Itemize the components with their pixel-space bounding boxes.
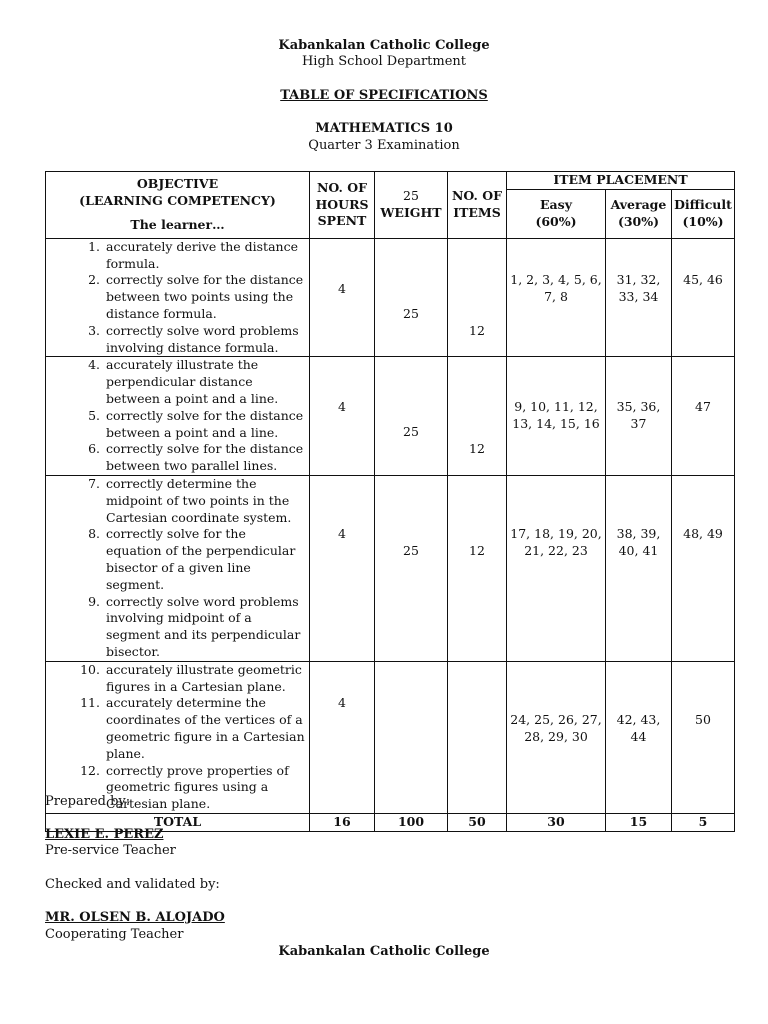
list-item: 6. correctly solve for the distance between two parallel lines. xyxy=(88,441,304,474)
weight-cell xyxy=(375,661,448,813)
objective-cell xyxy=(46,475,310,661)
hours-cell: 4 xyxy=(310,475,375,661)
list-item: 1. accurately derive the distance formula. xyxy=(88,238,298,271)
preparer-role: Pre-service Teacher xyxy=(45,843,176,858)
difficult-cell: 50 xyxy=(672,661,735,813)
objective-header: OBJECTIVE (LEARNING COMPETENCY) The learner… xyxy=(46,172,310,239)
department-name: High School Department xyxy=(301,54,467,69)
checker-name: MR. OLSEN B. ALOJADO xyxy=(45,910,225,925)
total-hours: 16 xyxy=(310,813,375,831)
objective-cell xyxy=(46,238,310,357)
items-header: NO. OF ITEMS xyxy=(448,172,507,239)
total-weight: 100 xyxy=(375,813,448,831)
difficult-cell: 45, 46 xyxy=(672,238,735,357)
list-item: 12. correctly prove properties of geometric figures using a Cartesian plane. xyxy=(80,762,289,812)
average-header: Average (30%) xyxy=(606,189,672,238)
average-cell: 42, 43, 44 xyxy=(606,661,672,813)
easy-cell: 17, 18, 19, 20, 21, 22, 23 xyxy=(507,475,606,661)
footer-school-name: Kabankalan Catholic College xyxy=(278,944,490,959)
hours-cell: 4 xyxy=(310,357,375,476)
items-cell: 12 xyxy=(448,357,507,476)
total-average: 15 xyxy=(606,813,672,831)
list-item: 10. accurately illustrate geometric figures in a Cartesian plane. xyxy=(80,661,302,694)
checked-by-label: Checked and validated by: xyxy=(45,877,220,892)
specifications-table xyxy=(45,171,735,832)
weight-cell: 25 xyxy=(375,357,448,476)
easy-cell: 9, 10, 11, 12, 13, 14, 15, 16 xyxy=(507,357,606,476)
list-item: 2. correctly solve for the distance between two points using the distance formula. xyxy=(88,272,304,321)
school-name: Kabankalan Catholic College xyxy=(278,38,490,53)
table-row xyxy=(46,475,735,661)
prepared-by-label: Prepared by: xyxy=(45,794,131,809)
item-placement-header: ITEM PLACEMENT xyxy=(507,172,735,190)
average-cell: 38, 39, 40, 41 xyxy=(606,475,672,661)
objective-cell xyxy=(46,661,310,813)
items-cell: 12 xyxy=(448,475,507,661)
difficult-cell: 48, 49 xyxy=(672,475,735,661)
list-item: 11. accurately determine the coordinates of the vertices of a geometric figure in a Cartesian plane. xyxy=(80,695,305,761)
objective-cell xyxy=(46,357,310,476)
hours-cell: 4 xyxy=(310,238,375,357)
list-item: 4. accurately illustrate the perpendicular distance between a point and a line. xyxy=(88,357,279,406)
difficult-cell: 47 xyxy=(672,357,735,476)
list-item: 9. correctly solve word problems involving midpoint of a segment and its perpendicular bisector. xyxy=(88,593,301,659)
table-row xyxy=(46,661,735,813)
list-item: 7. correctly determine the midpoint of two points in the Cartesian coordinate system. xyxy=(88,475,292,525)
easy-header: Easy (60%) xyxy=(507,189,606,238)
items-cell xyxy=(448,661,507,813)
document-title: TABLE OF SPECIFICATIONS xyxy=(280,88,488,103)
table-row xyxy=(46,238,735,357)
list-item: 8. correctly solve for the equation of the perpendicular bisector of a given line segment. xyxy=(88,526,296,592)
weight-cell: 25 xyxy=(375,238,448,357)
table-row xyxy=(46,357,735,476)
total-easy: 30 xyxy=(507,813,606,831)
subject-title: MATHEMATICS 10 xyxy=(315,121,453,136)
preparer-name: LEXIE E. PEREZ xyxy=(45,827,164,842)
difficult-header: Difficult (10%) xyxy=(672,189,735,238)
average-cell: 35, 36, 37 xyxy=(606,357,672,476)
items-cell: 12 xyxy=(448,238,507,357)
total-items: 50 xyxy=(448,813,507,831)
total-label: TOTAL xyxy=(46,813,310,831)
list-item: 3. correctly solve word problems involving distance formula. xyxy=(88,322,299,355)
checker-role: Cooperating Teacher xyxy=(45,927,184,942)
weight-cell: 25 xyxy=(375,475,448,661)
hours-cell: 4 xyxy=(310,661,375,813)
average-cell: 31, 32, 33, 34 xyxy=(606,238,672,357)
hours-header: NO. OF HOURS SPENT xyxy=(310,172,375,239)
list-item: 5. correctly solve for the distance between a point and a line. xyxy=(88,407,304,440)
total-difficult: 5 xyxy=(672,813,735,831)
easy-cell: 1, 2, 3, 4, 5, 6, 7, 8 xyxy=(507,238,606,357)
exam-title: Quarter 3 Examination xyxy=(308,138,460,153)
easy-cell: 24, 25, 26, 27, 28, 29, 30 xyxy=(507,661,606,813)
weight-header: 25 WEIGHT xyxy=(375,172,448,239)
